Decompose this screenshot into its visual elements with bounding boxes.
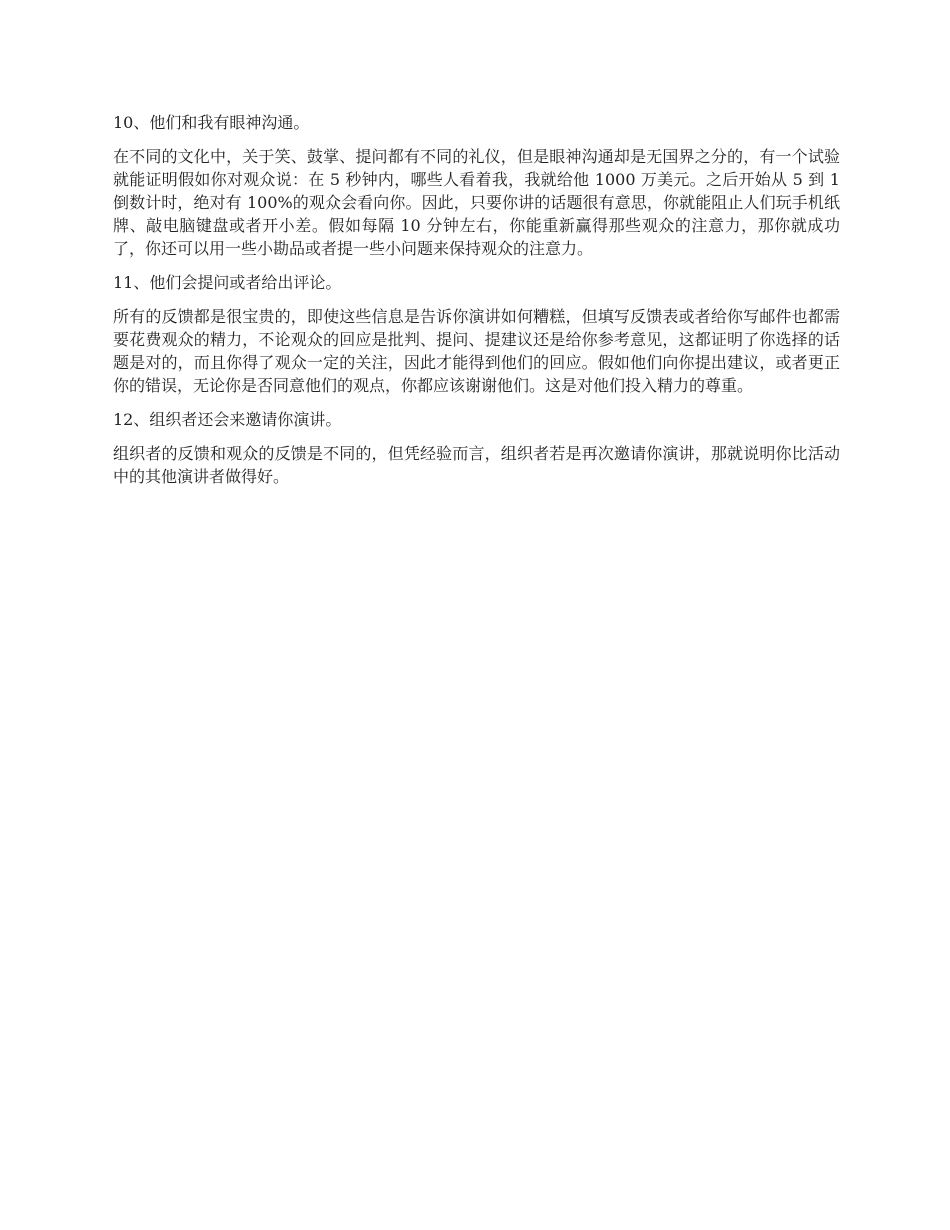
section-paragraph: 组织者的反馈和观众的反馈是不同的，但凭经验而言，组织者若是再次邀请你演讲，那就说明你比活动中的其他演讲者做得好。 bbox=[113, 444, 840, 486]
section-10 bbox=[113, 111, 840, 260]
section-paragraph: 在不同的文化中，关于笑、鼓掌、提问都有不同的礼仪，但是眼神沟通却是无国界之分的，有一个试验就能证明假如你对观众说：在 5 秒钟内，哪些人看着我，我就给他 1000 万美元。之后开始从 5 到 1 倒数计时，绝对有 100%的观众会看向你。因此，只要你讲的话题很有意思，你就能阻止人们玩手机纸牌、敲电脑键盘或者开小差。假如每隔 10 分钟左右，你能重新赢得那些观众的注意力，那你就成功了，你还可以用一些小勘品或者提一些小问题来保持观众的注意力。 bbox=[113, 147, 840, 258]
section-12 bbox=[113, 408, 840, 488]
section-heading: 10、他们和我有眼神沟通。 bbox=[113, 113, 310, 132]
section-heading: 12、组织者还会来邀请你演讲。 bbox=[113, 410, 342, 429]
section-heading: 11、他们会提问或者给出评论。 bbox=[113, 273, 342, 292]
section-paragraph: 所有的反馈都是很宝贵的，即使这些信息是告诉你演讲如何糟糕，但填写反馈表或者给你写邮件也都需要花费观众的精力，不论观众的回应是批判、提问、提建议还是给你参考意见，这都证明了你选择的话题是对的，而且你得了观众一定的关注，因此才能得到他们的回应。假如他们向你提出建议，或者更正你的错误，无论你是否同意他们的观点，你都应该谢谢他们。这是对他们投入精力的尊重。 bbox=[113, 307, 840, 395]
document-page bbox=[113, 111, 840, 499]
section-11 bbox=[113, 271, 840, 397]
